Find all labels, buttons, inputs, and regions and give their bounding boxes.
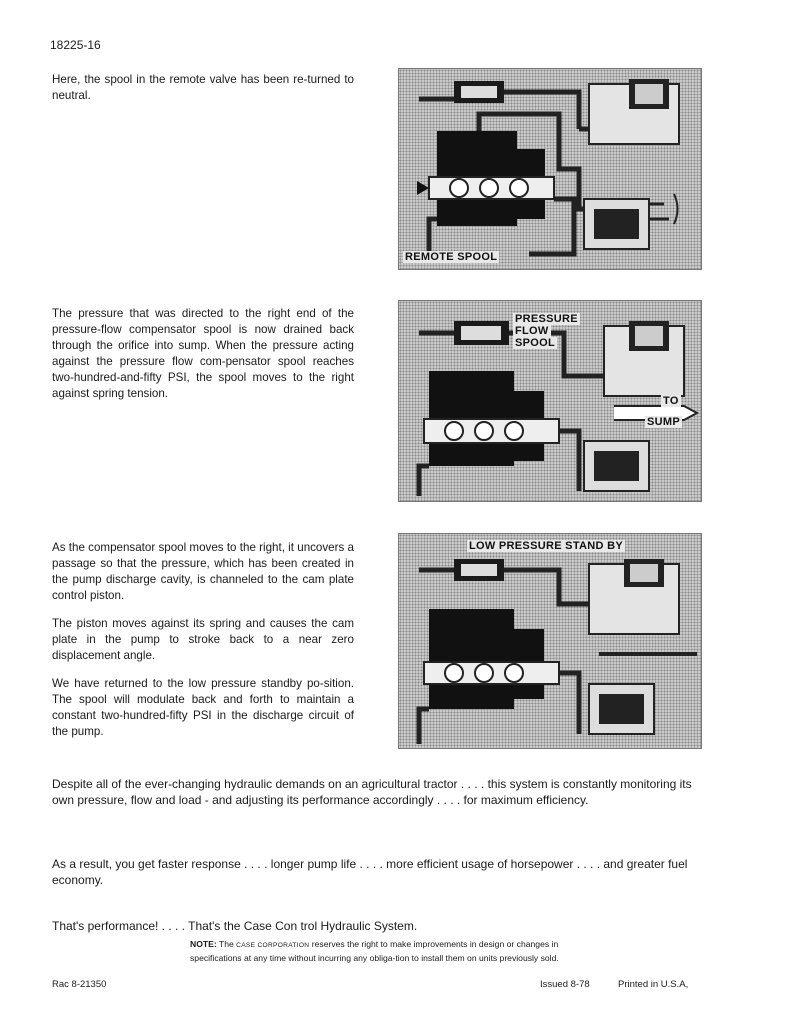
note-the: The — [218, 939, 234, 949]
body-paragraph-2: As a result, you get faster response . . . . longer pump life . . . . more efficient usage of horsepower . . . . and greater fuel economy. — [52, 857, 688, 887]
callout-remote-spool: REMOTE SPOOL — [405, 251, 498, 263]
hydraulic-diagram-3 — [399, 534, 701, 748]
note-text: reserves the right to make improvements in design or changes in specifications at any time without incurring any obliga-tion to install them on units previously sold. — [190, 939, 559, 963]
section-2-text — [52, 306, 354, 402]
hydraulic-diagram-1 — [399, 69, 701, 269]
callout-to: TO — [663, 395, 679, 407]
callout-sump: SUMP — [647, 416, 680, 428]
section-3-text — [52, 540, 354, 740]
note-company: CASE CORPORATION — [236, 942, 310, 949]
document-number: 18225-16 — [50, 38, 101, 52]
paragraph: We have returned to the low pressure standby po-sition. The spool will modulate back and forth to maintain a constant two-hundred-fifty PSI in the discharge circuit of the pump. — [52, 677, 354, 738]
footer-reference: Rac 8-21350 — [52, 979, 107, 990]
diagram-low-pressure-standby — [398, 533, 702, 749]
note-label: NOTE: — [190, 939, 217, 949]
diagram-remote-spool — [398, 68, 702, 270]
diagram-pressure-flow-spool — [398, 300, 702, 502]
callout-low-pressure-stand-by: LOW PRESSURE STAND BY — [469, 540, 623, 552]
paragraph: The piston moves against its spring and causes the cam plate in the pump to stroke back to a near zero displacement angle. — [52, 617, 354, 662]
body-paragraph-1: Despite all of the ever-changing hydraulic demands on an agricultural tractor . . . . this system is constantly monitoring its own pressure, flow and load - and adjusting its performance accordingly . . . . for maximum efficiency. — [52, 777, 692, 807]
callout-flow: FLOW — [515, 325, 549, 337]
paragraph: Here, the spool in the remote valve has been re-turned to neutral. — [52, 73, 354, 102]
callout-pressure: PRESSURE — [515, 313, 578, 325]
paragraph: As the compensator spool moves to the right, it uncovers a passage so that the pressure, which has been created in the pump discharge cavity, is channeled to the cam plate control piston. — [52, 541, 354, 602]
section-1-text — [52, 72, 354, 104]
footer-issued: Issued 8-78 — [540, 979, 590, 990]
footer-printed: Printed in U.S.A, — [618, 979, 689, 990]
body-paragraph-3: That's performance! . . . . That's the Case Con trol Hydraulic System. — [52, 919, 418, 933]
callout-spool: SPOOL — [515, 337, 556, 349]
paragraph: The pressure that was directed to the right end of the pressure-flow compensator spool is now drained back through the orifice into sump. When the pressure acting against the pressure flow com-pensator spool reaches two-hundred-and-fifty PSI, the spool moves to the right against spring tension. — [52, 307, 354, 400]
disclaimer-note — [190, 938, 570, 964]
